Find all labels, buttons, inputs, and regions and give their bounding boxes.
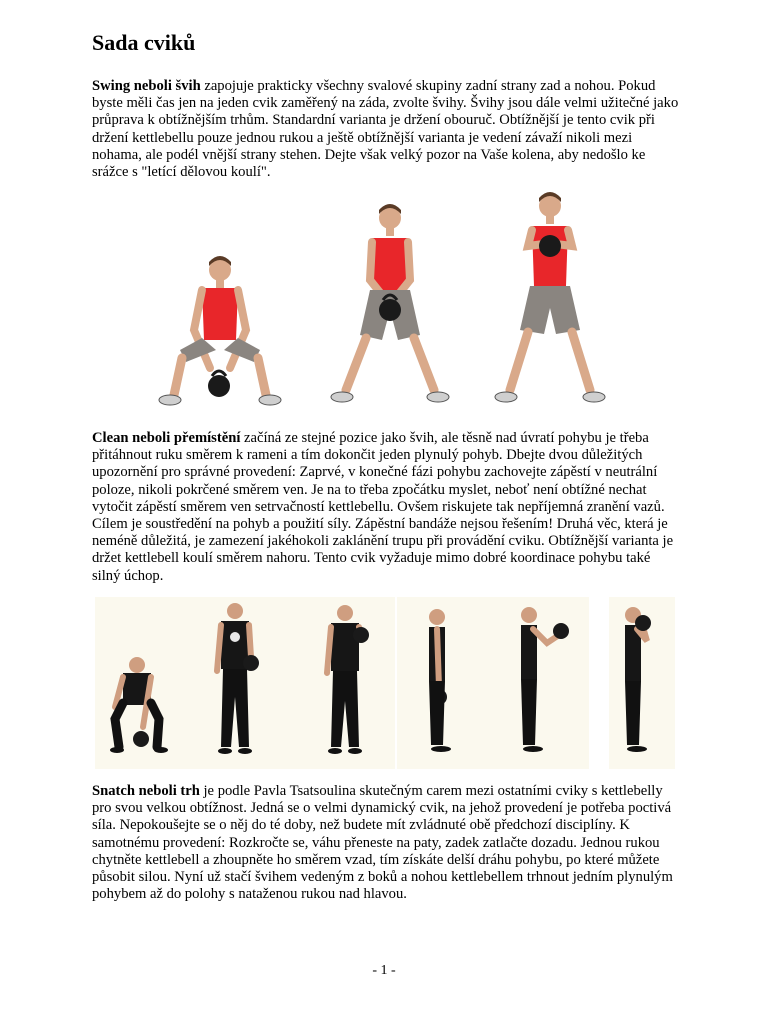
swing-pose-bottom	[159, 256, 281, 405]
swing-pose-middle	[331, 204, 449, 402]
page-number: - 1 -	[372, 963, 396, 978]
text-swing: zapojuje prakticky všechny svalové skupiny zadní strany zad a nohou. Pokud byste měli čas jen na jeden cvik zaměřený na záda, zvolte švihy. Švihy jsou dále velmi užitečné jako průprava k obtížnějším trhům. Standardní varianta je držení obouruč. Obtížnější je tento cvik při držení kettlebellu pouze jednou rukou a ještě obtížnější varianta je vedení závaží nikoli mezi nohama, ale podél vnější strany stehen. Dejte však velký pozor na Vaše kolena, aby nedošlo ke srážce s "letící dělovou koulí".	[92, 78, 679, 181]
text-snatch: je podle Pavla Tsatsoulina skutečným carem mezi ostatními cviky s kettlebelly pro svou velkou obtížnost. Jedná se o velmi dynamický cvik, na jehož provedení je potřeba poctivá síla. Nepokoušejte se o něj do té doby, než budete mít zvládnuté obě předchozí disciplíny. K samotnému provedení: Rozkročte se, váhu přeneste na paty, zadek zatlačte dozadu. Jednou rukou chytněte kettlebell a zhoupněte ho směrem vzad, tím získáte delší dráhu pohybu, po které můžete působit silou. Nyní už stačí švihem vedeným z boků a nohou kettlebellem trhnout jedním plynulým pohybem až do polohy s nataženou rukou nad hlavou.	[92, 783, 673, 903]
paragraph-swing	[92, 78, 682, 181]
paragraph-clean	[92, 430, 682, 585]
text-clean: začíná ze stejné pozice jako švih, ale těsně nad úvratí pohybu je třeba přitáhnout ruku směrem k rameni a tím dokončit jeden plynulý pohyb. Dbejte dvou důležitých upozornění pro správné provedení: Zaprvé, v konečné fázi pohybu zachovejte zápěstí v neutrální poloze, nikoli pokrčené směrem ven. Je na to třeba zpočátku myslet, neboť není obtížné nechat vytočit zápěstí směrem ven setrvačností kettlebellu. Ovšem riskujete tak nepříjemná zranění vazů. Cílem je soustředění na pohyb a použití síly. Zápěstní bandáže nejsou řešením! Druhá věc, která je neméně důležitá, je zamezení jakéhokoli zaklánění trupu při provádění cviku. Obtížnější varianta je držet kettlebell koulí směrem nahoru. Tento cvik vyžaduje mimo dobré koordinace pohybu také silný úchop.	[92, 430, 674, 584]
lead-snatch: Snatch neboli trh	[92, 783, 200, 799]
swing-pose-top	[495, 192, 605, 402]
page-title: Sada cviků	[92, 30, 196, 55]
paragraph-snatch	[92, 783, 682, 903]
swing-sequence-image	[150, 190, 620, 415]
clean-sequence-image	[95, 597, 675, 769]
lead-clean: Clean neboli přemístění	[92, 430, 241, 446]
lead-swing: Swing neboli švih	[92, 78, 201, 94]
